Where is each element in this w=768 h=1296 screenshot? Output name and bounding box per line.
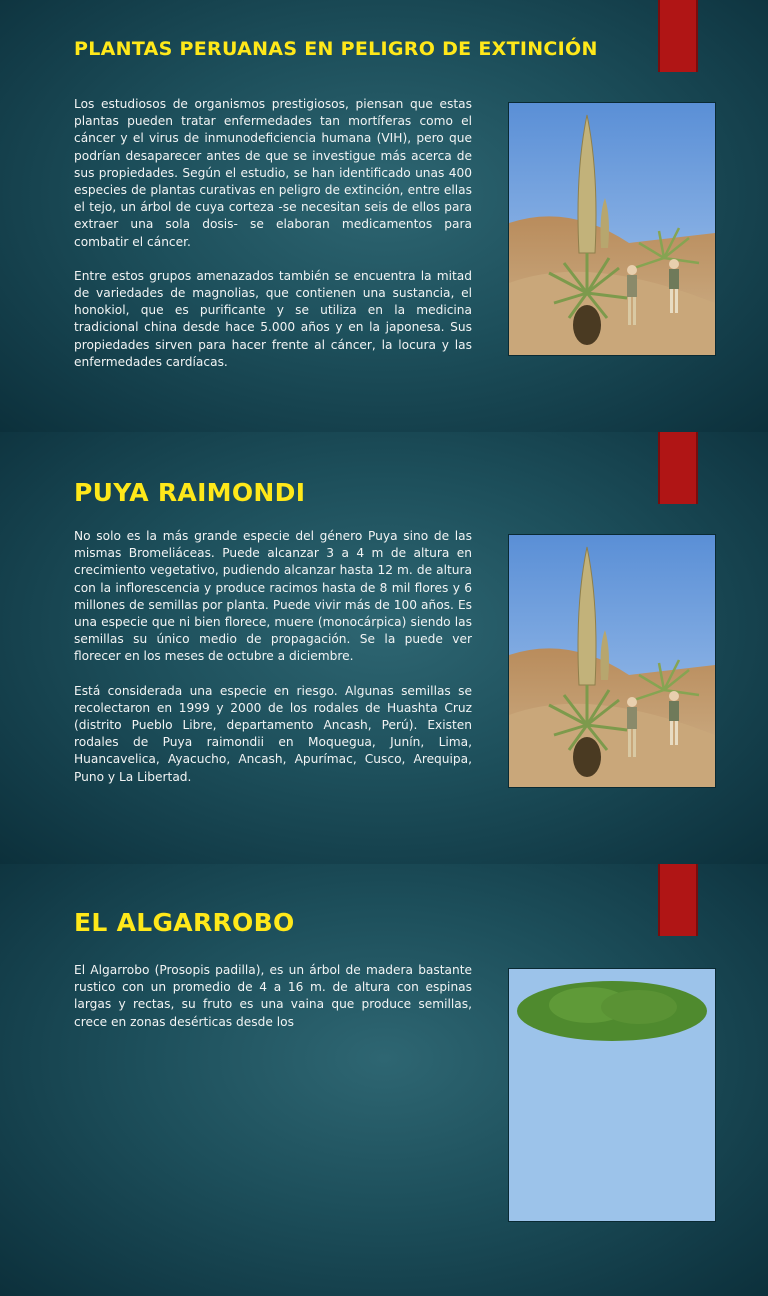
paragraph: Está considerada una especie en riesgo. Algunas semillas se recolectaron en 1999 y 2000 de los rodales de Huashta Cruz (distrito Pueblo Libre, departamento Ancash, Perú). Existen rodales de Puya raimondii en Moquegua, Junín, Lima, Huancavelica, Ayacucho, Ancash, Apurímac, Cusco, Arequipa, Puno y La Libertad. bbox=[74, 683, 472, 784]
slide-body bbox=[74, 96, 472, 388]
puya-raimondi-photo bbox=[508, 102, 716, 356]
slide-el-algarrobo bbox=[0, 864, 768, 1296]
red-tab-decoration bbox=[658, 864, 698, 936]
slide-body bbox=[74, 962, 472, 1048]
slide-title: PUYA RAIMONDI bbox=[74, 478, 306, 507]
slide-title: EL ALGARROBO bbox=[74, 908, 295, 937]
red-tab-decoration bbox=[658, 0, 698, 72]
slide-puya-raimondi bbox=[0, 432, 768, 864]
algarrobo-tree-photo bbox=[508, 968, 716, 1222]
slide-body bbox=[74, 528, 472, 803]
slide-title: PLANTAS PERUANAS EN PELIGRO DE EXTINCIÓN bbox=[74, 38, 598, 60]
paragraph: El Algarrobo (Prosopis padilla), es un árbol de madera bastante rustico con un promedio de 4 a 16 m. de altura con espinas largas y rectas, su fruto es una vaina que produce semillas, crece en zonas desérticas desde los bbox=[74, 963, 472, 1029]
slide-plantas-peruanas bbox=[0, 0, 768, 432]
paragraph: Los estudiosos de organismos prestigiosos, piensan que estas plantas pueden tratar enfermedades tan mortíferas como el cáncer y el virus de inmunodeficiencia humana (VIH), pero que podrían desaparecer antes de que se investigue más acerca de sus propiedades. Según el estudio, se han identificado unas 400 especies de plantas curativas en peligro de extinción, entre ellas el tejo, un árbol de cuya corteza -se necesitan seis de ellos para extraer una sola dosis- se elaboran medicamentos para combatir el cáncer. bbox=[74, 97, 472, 249]
puya-raimondi-photo bbox=[508, 534, 716, 788]
red-tab-decoration bbox=[658, 432, 698, 504]
paragraph: No solo es la más grande especie del género Puya sino de las mismas Bromeliáceas. Puede alcanzar 3 a 4 m de altura en crecimiento vegetativo, pudiendo alcanzar hasta 12 m. de altura con la inflorescencia y produce racimos hasta de 8 mil flores y 6 millones de semillas por planta. Puede vivir más de 100 años. Es una especie que ni bien florece, muere (monocárpica) siendo las semillas su único medio de propagación. Se la puede ver florecer en los meses de octubre a diciembre. bbox=[74, 529, 472, 664]
paragraph: Entre estos grupos amenazados también se encuentra la mitad de variedades de magnolias, que contienen una sustancia, el honokiol, que es purificante y se utiliza en la medicina tradicional china desde hace 5.000 años y en la japonesa. Sus propiedades sirven para hacer frente al cáncer, la locura y las enfermedades cardíacas. bbox=[74, 268, 472, 369]
